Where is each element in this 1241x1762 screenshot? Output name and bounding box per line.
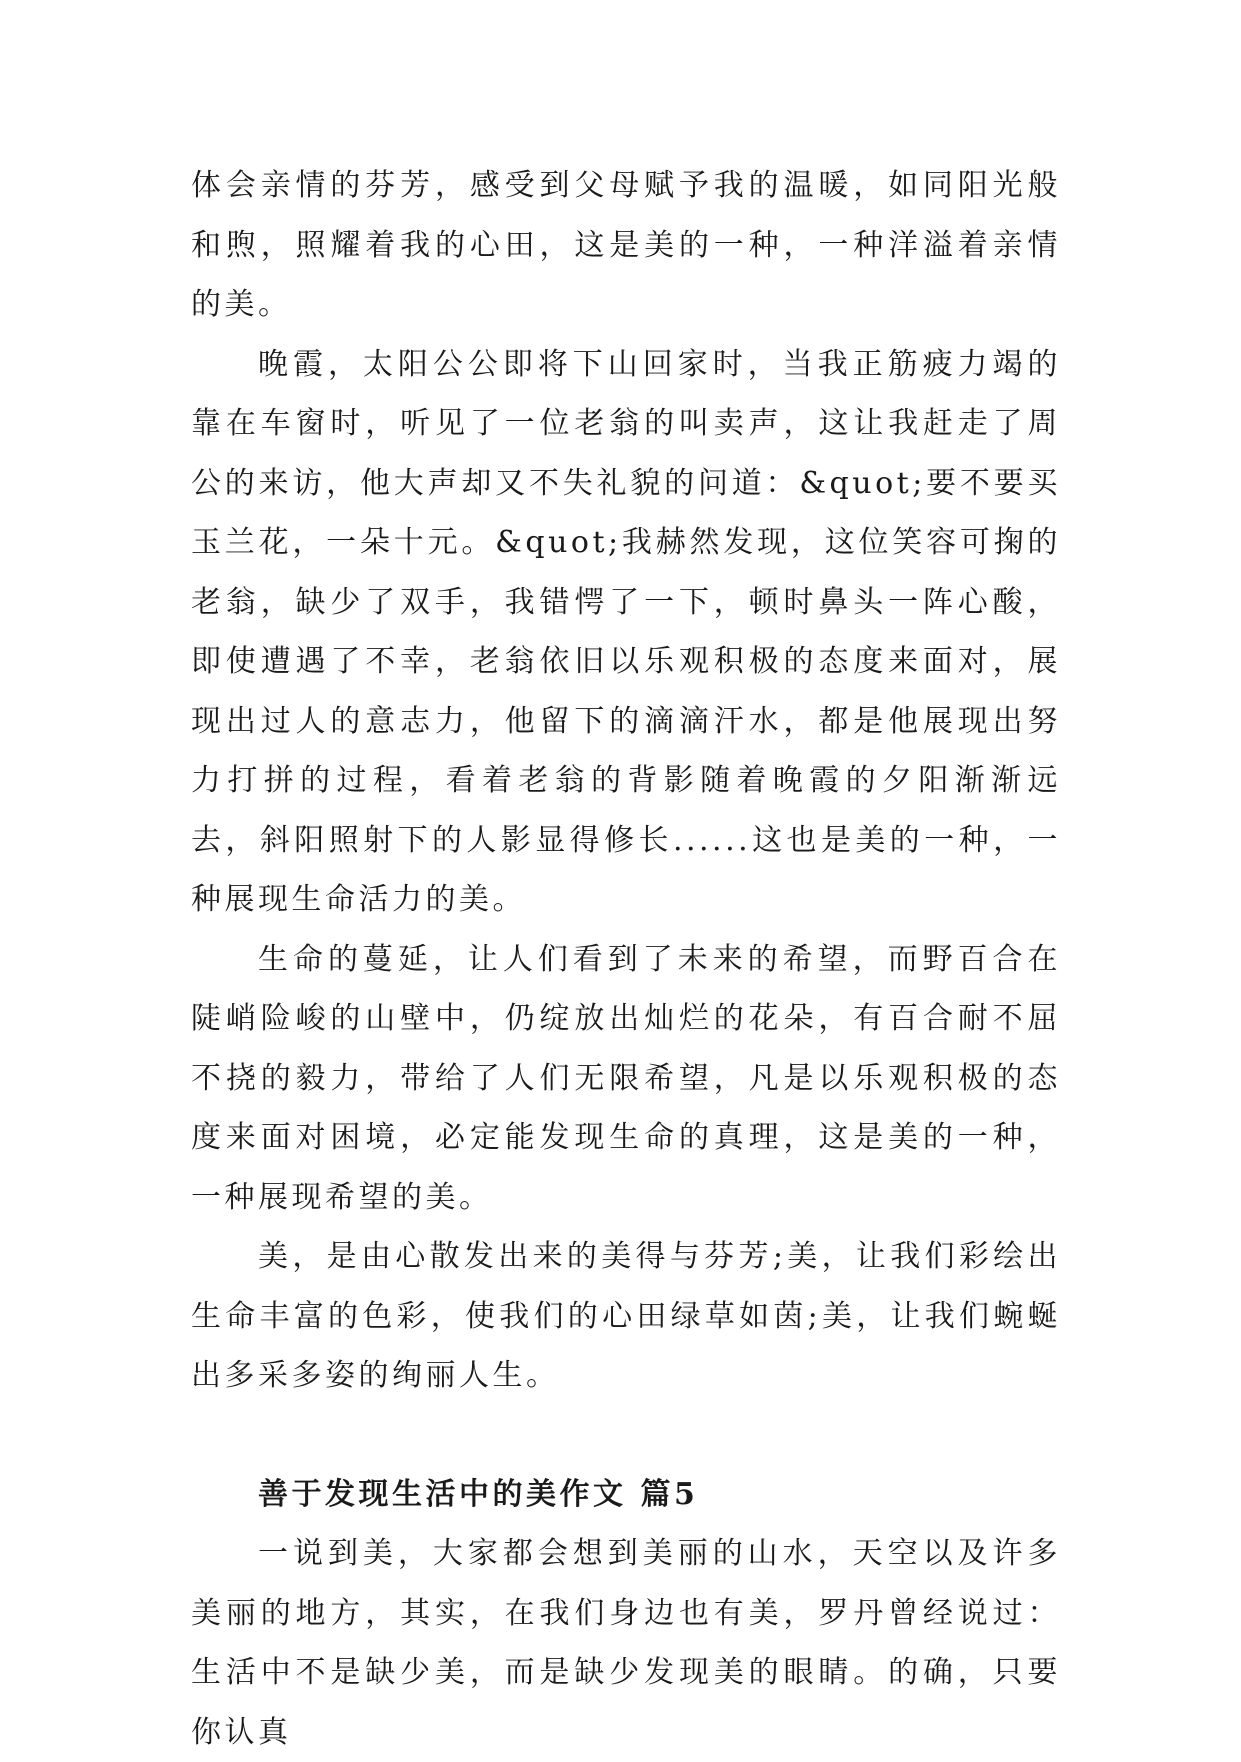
paragraph-section-intro: 一说到美，大家都会想到美丽的山水，天空以及许多美丽的地方，其实，在我们身边也有美，罗丹曾经说过：生活中不是缺少美，而是缺少发现美的眼睛。的确，只要你认真 <box>191 1536 1061 1750</box>
section-title: 善于发现生活中的美作文 篇5 <box>258 1476 699 1512</box>
paragraph-wild-lily: 生命的蔓延，让人们看到了未来的希望，而野百合在陡峭险峻的山壁中，仍绽放出灿烂的花朵，有百合耐不屈不挠的毅力，带给了人们无限希望，凡是以乐观积极的态度来面对困境，必定能发现生命的真理，这是美的一种，一种展现希望的美。 <box>191 941 1061 1215</box>
document-page <box>191 156 1061 1762</box>
paragraph-family-warmth: 体会亲情的芬芳，感受到父母赋予我的温暖，如同阳光般和煦，照耀着我的心田，这是美的一种，一种洋溢着亲情的美。 <box>191 168 1061 322</box>
paragraph-old-man-story: 晚霞，太阳公公即将下山回家时，当我正筋疲力竭的靠在车窗时，听见了一位老翁的叫卖声，这让我赶走了周公的来访，他大声却又不失礼貌的问道：&quot;要不要买玉兰花，一朵十元。&quot;我赫然发现，这位笑容可掬的老翁，缺少了双手，我错愕了一下，顿时鼻头一阵心酸，即使遭遇了不幸，老翁依旧以乐观积极的态度来面对，展现出过人的意志力，他留下的滴滴汗水，都是他展现出努力打拼的过程，看着老翁的背影随着晚霞的夕阳渐渐远去，斜阳照射下的人影显得修长......这也是美的一种，一种展现生命活力的美。 <box>191 346 1061 917</box>
paragraph-beauty-conclusion: 美，是由心散发出来的美得与芬芳;美，让我们彩绘出生命丰富的色彩，使我们的心田绿草如茵;美，让我们蜿蜒出多采多姿的绚丽人生。 <box>191 1239 1061 1393</box>
